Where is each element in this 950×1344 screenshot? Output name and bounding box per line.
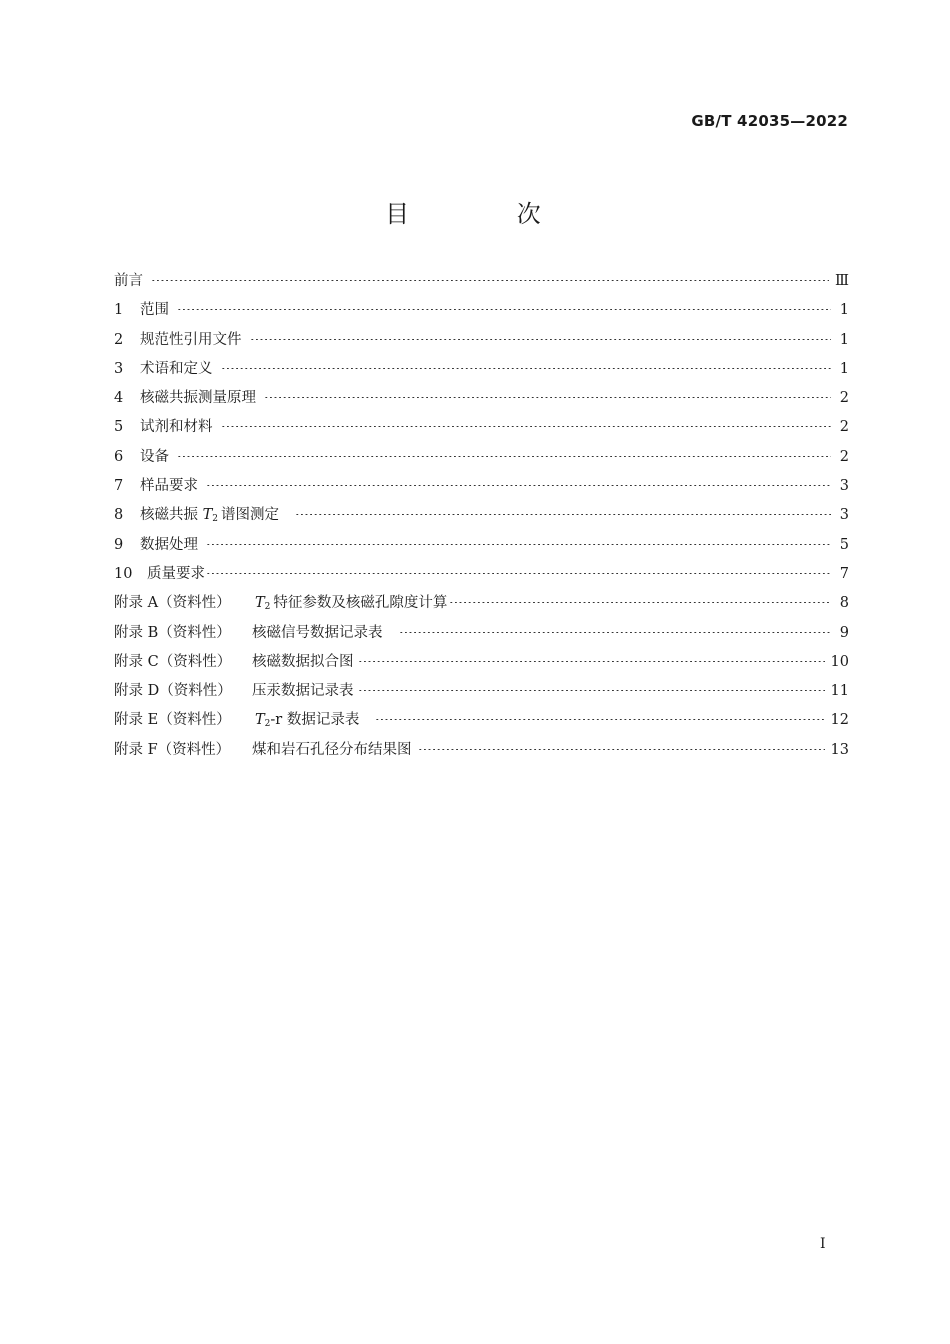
toc-entry-number: 7	[114, 478, 124, 495]
toc-entry-4[interactable]	[114, 386, 849, 415]
toc-entry-page: 2	[839, 390, 849, 407]
toc-entry-page: 11	[830, 683, 849, 700]
toc-entry-9[interactable]	[114, 533, 849, 562]
dot-leader	[177, 456, 831, 457]
toc-entry-number: 附录 E（资料性）	[114, 712, 231, 729]
toc-entry-2[interactable]	[114, 328, 849, 357]
toc-entry-number: 3	[114, 360, 124, 377]
toc-entry-page: 1	[839, 302, 849, 319]
toc-entry-appendix-a[interactable]	[114, 591, 849, 620]
toc-entry-label: 前言	[114, 273, 143, 289]
dot-leader	[399, 632, 832, 633]
label-symbol: T	[255, 595, 265, 612]
dot-leader	[221, 426, 832, 427]
toc-entry-6[interactable]	[114, 445, 849, 474]
toc-entry-number: 1	[114, 302, 124, 319]
toc-entry-label: 压汞数据记录表	[252, 683, 354, 700]
standard-code: GB/T 42035—2022	[691, 112, 848, 130]
toc-entry-label: 规范性引用文件	[140, 331, 242, 348]
toc-entry-appendix-c[interactable]	[114, 650, 849, 679]
toc-entry-number: 10	[114, 565, 133, 582]
toc-entry-page: 3	[839, 478, 849, 495]
toc-entry-1[interactable]	[114, 298, 849, 327]
dot-leader	[375, 719, 824, 720]
toc-entry-page: 3	[839, 507, 849, 524]
dot-leader	[206, 485, 831, 486]
toc-entry-label: 数据处理	[140, 536, 198, 553]
toc-entry-appendix-d[interactable]	[114, 679, 849, 708]
toc-entry-7[interactable]	[114, 474, 849, 503]
toc-entry-page: 12	[830, 712, 849, 729]
toc-entry-label: 煤和岩石孔径分布结果图	[252, 741, 412, 758]
dot-leader	[449, 602, 831, 603]
toc-entry-page: 1	[839, 331, 849, 348]
toc-entry-appendix-e[interactable]	[114, 708, 849, 737]
toc-entry-page: 9	[839, 624, 849, 641]
toc-entry-label: 质量要求	[147, 565, 205, 582]
dot-leader	[206, 573, 831, 574]
toc-entry-label: 样品要求	[140, 478, 198, 495]
toc-entry-number: 8	[114, 507, 124, 524]
toc-entry-label: 设备	[140, 448, 169, 465]
dot-leader	[221, 368, 832, 369]
label-symbol: T	[255, 712, 265, 729]
toc-entry-page: 8	[839, 595, 849, 612]
toc-entry-3[interactable]	[114, 357, 849, 386]
page-title: 目 次	[385, 200, 591, 228]
toc-entry-number: 5	[114, 419, 124, 436]
toc-entry-number: 附录 C（资料性）	[114, 653, 232, 670]
toc-entry-5[interactable]	[114, 415, 849, 444]
toc-entry-label	[255, 708, 359, 729]
toc-entry-page: 1	[839, 360, 849, 377]
label-subscript: 2	[264, 719, 271, 730]
toc-entry-number: 6	[114, 448, 124, 465]
toc-entry-page: Ⅲ	[835, 273, 849, 289]
toc-entry-label: 核磁信号数据记录表	[252, 624, 383, 641]
dot-leader	[358, 661, 825, 662]
dot-leader	[358, 690, 825, 691]
toc-entry-page: 2	[839, 419, 849, 436]
dot-leader	[418, 749, 825, 750]
toc-entry-label: 范围	[140, 302, 169, 319]
label-subscript: 2	[264, 602, 271, 613]
label-prefix: 核磁共振	[140, 507, 198, 524]
toc-entry-label	[255, 591, 447, 612]
dot-leader	[250, 339, 832, 340]
label-suffix: 特征参数及核磁孔隙度计算	[273, 595, 448, 612]
label-suffix: 谱图测定	[221, 507, 280, 524]
toc-entry-page: 10	[830, 653, 849, 670]
toc-entry-number: 9	[114, 536, 124, 553]
toc-entry-label: 试剂和材料	[140, 419, 213, 436]
toc-entry-label: 核磁共振测量原理	[140, 390, 256, 407]
toc-entry-10[interactable]	[114, 562, 849, 591]
label-subscript: 2	[212, 514, 219, 525]
label-symbol: T	[202, 507, 213, 524]
toc-entry-page: 5	[839, 536, 849, 553]
toc-entry-number: 附录 F（资料性）	[114, 741, 231, 758]
toc-entry-number: 附录 B（资料性）	[114, 624, 231, 641]
toc-entry-appendix-f[interactable]	[114, 738, 849, 767]
toc-entry-page: 7	[839, 565, 849, 582]
toc-entry-number: 附录 D（资料性）	[114, 683, 232, 700]
toc-entry-number: 4	[114, 390, 124, 407]
label-suffix: -r 数据记录表	[270, 712, 360, 729]
toc-entry-page: 13	[830, 741, 849, 758]
toc-entry-label: 核磁数据拟合图	[252, 653, 354, 670]
table-of-contents	[114, 269, 849, 767]
toc-entry-label	[140, 503, 279, 524]
dot-leader	[264, 397, 831, 398]
footer-page-number: I	[820, 1236, 826, 1252]
toc-entry-appendix-b[interactable]	[114, 621, 849, 650]
dot-leader	[295, 514, 831, 515]
toc-entry-8[interactable]	[114, 503, 849, 532]
dot-leader	[151, 280, 829, 281]
dot-leader	[206, 544, 831, 545]
toc-entry-label: 术语和定义	[140, 360, 213, 377]
toc-entry-preface[interactable]	[114, 269, 849, 298]
toc-entry-page: 2	[839, 448, 849, 465]
toc-entry-number: 2	[114, 331, 124, 348]
toc-entry-number: 附录 A（资料性）	[114, 595, 231, 612]
dot-leader	[177, 309, 831, 310]
